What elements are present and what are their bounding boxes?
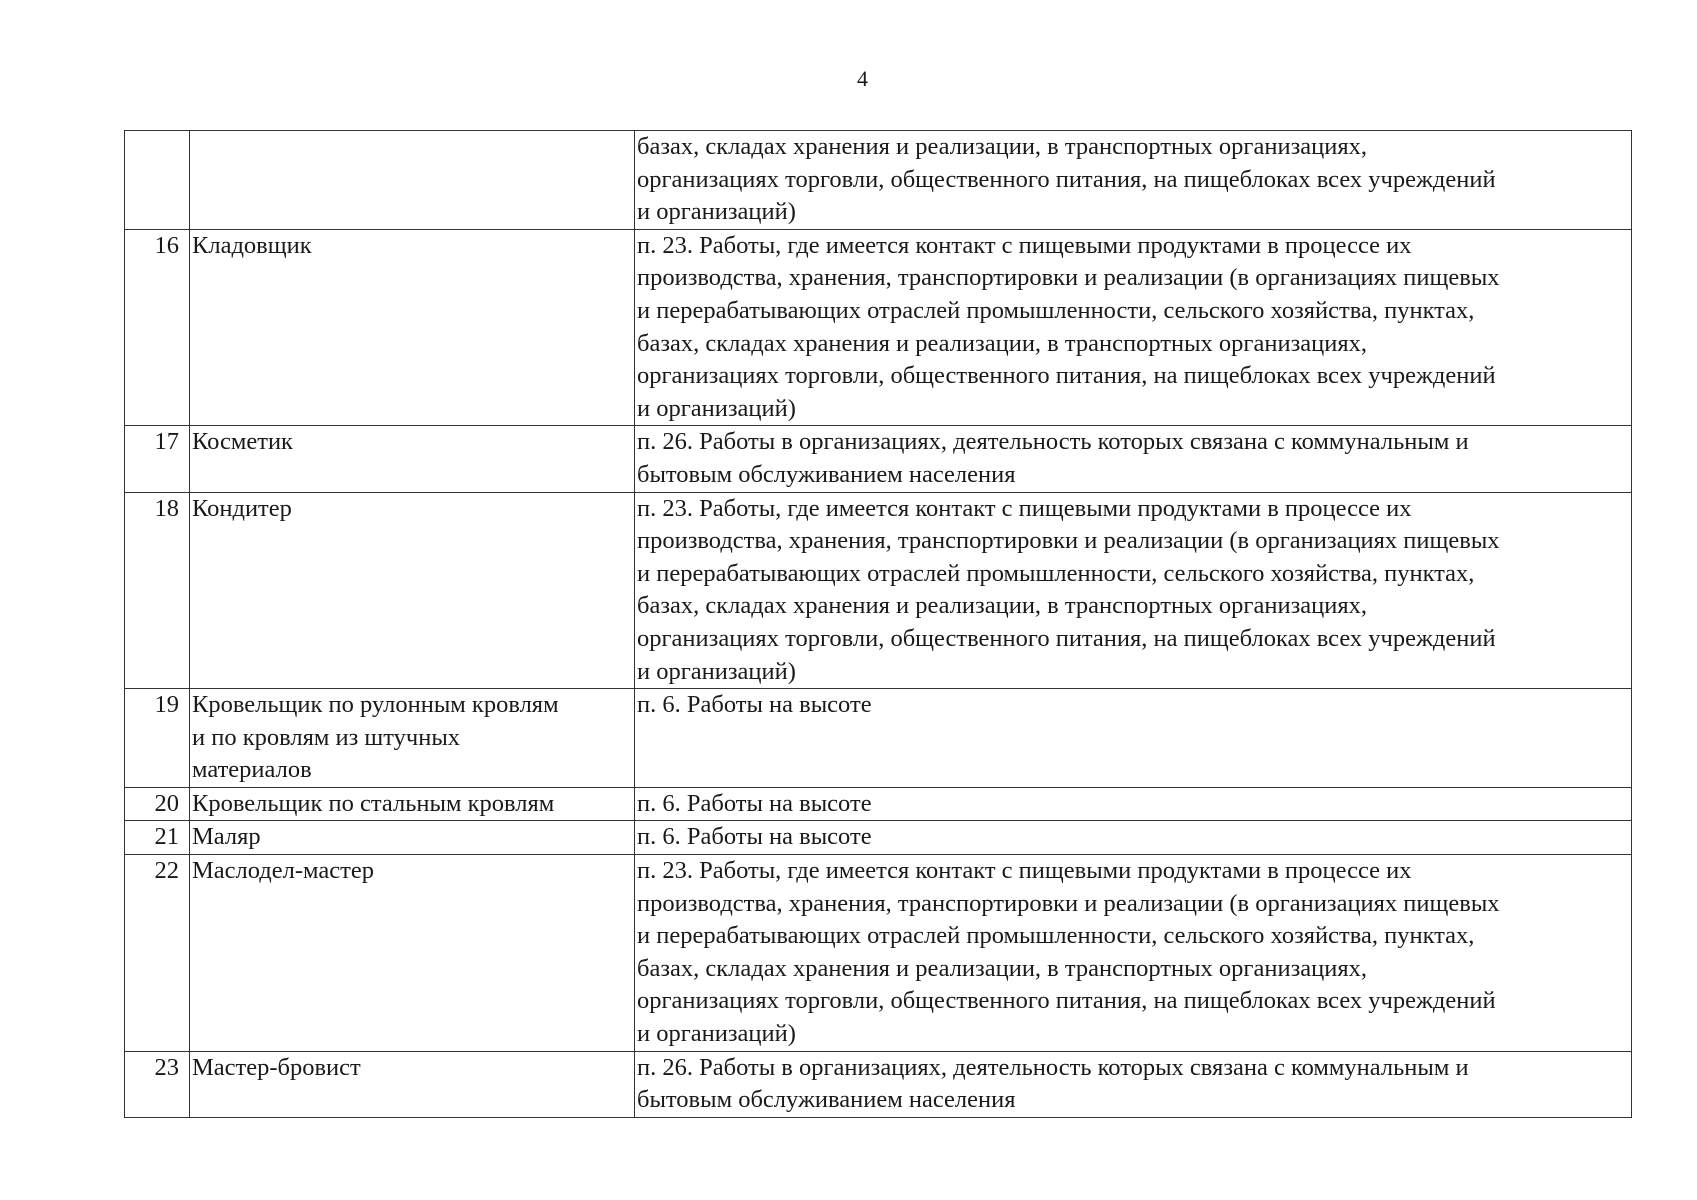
work-description: базах, складах хранения и реализации, в транспортных организациях, организациях торговли, общественного питания, на пищеблоках всех учреждений и организаций) (635, 131, 1632, 230)
row-number: 22 (125, 855, 190, 1052)
profession-name: Кровельщик по стальным кровлям (190, 787, 635, 821)
work-description: п. 26. Работы в организациях, деятельность которых связана с коммунальным и бытовым обслуживанием населения (635, 426, 1632, 492)
work-description: п. 26. Работы в организациях, деятельность которых связана с коммунальным и бытовым обслуживанием населения (635, 1051, 1632, 1117)
profession-name: Косметик (190, 426, 635, 492)
table-row (125, 855, 1632, 1052)
work-description: п. 6. Работы на высоте (635, 787, 1632, 821)
profession-name (190, 131, 635, 230)
table-row (125, 1051, 1632, 1117)
profession-name: Кладовщик (190, 229, 635, 426)
table-row (125, 426, 1632, 492)
table-row (125, 229, 1632, 426)
work-description: п. 6. Работы на высоте (635, 689, 1632, 788)
profession-name: Мастер-бровист (190, 1051, 635, 1117)
table-row (125, 787, 1632, 821)
professions-table (124, 130, 1632, 1118)
work-description: п. 23. Работы, где имеется контакт с пищевыми продуктами в процессе их производства, хранения, транспортировки и реализации (в организациях пищевых и перерабатывающих отраслей промышленности, сельского хозяйства, пунктах, базах, складах хранения и реализации, в транспортных организациях, организациях торговли, общественного питания, на пищеблоках всех учреждений и организаций) (635, 492, 1632, 689)
row-number: 19 (125, 689, 190, 788)
row-number: 16 (125, 229, 190, 426)
profession-name: Кондитер (190, 492, 635, 689)
work-description: п. 23. Работы, где имеется контакт с пищевыми продуктами в процессе их производства, хранения, транспортировки и реализации (в организациях пищевых и перерабатывающих отраслей промышленности, сельского хозяйства, пунктах, базах, складах хранения и реализации, в транспортных организациях, организациях торговли, общественного питания, на пищеблоках всех учреждений и организаций) (635, 229, 1632, 426)
row-number: 21 (125, 821, 190, 855)
profession-name: Кровельщик по рулонным кровлям и по кровлям из штучных материалов (190, 689, 635, 788)
table-row (125, 131, 1632, 230)
profession-name: Маляр (190, 821, 635, 855)
row-number (125, 131, 190, 230)
page-number: 4 (857, 66, 868, 91)
work-description: п. 23. Работы, где имеется контакт с пищевыми продуктами в процессе их производства, хранения, транспортировки и реализации (в организациях пищевых и перерабатывающих отраслей промышленности, сельского хозяйства, пунктах, базах, складах хранения и реализации, в транспортных организациях, организациях торговли, общественного питания, на пищеблоках всех учреждений и организаций) (635, 855, 1632, 1052)
row-number: 23 (125, 1051, 190, 1117)
row-number: 20 (125, 787, 190, 821)
row-number: 17 (125, 426, 190, 492)
table-row (125, 689, 1632, 788)
row-number: 18 (125, 492, 190, 689)
table-row (125, 492, 1632, 689)
work-description: п. 6. Работы на высоте (635, 821, 1632, 855)
profession-name: Маслодел-мастер (190, 855, 635, 1052)
table-row (125, 821, 1632, 855)
